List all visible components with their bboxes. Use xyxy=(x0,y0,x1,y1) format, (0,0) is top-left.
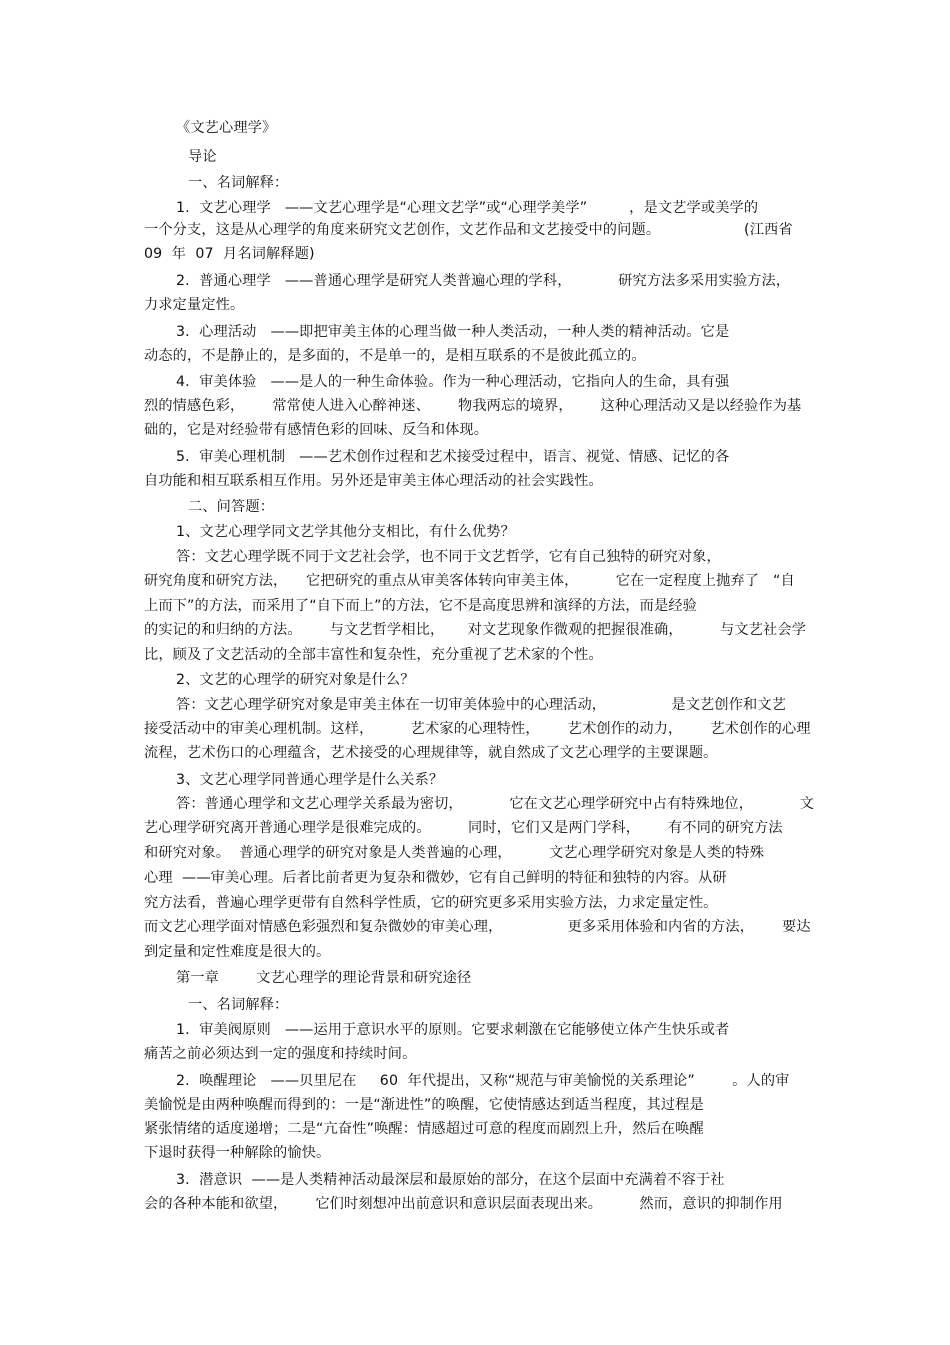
text-line: 美愉悦是由两种唤醒而得到的：一是“渐进性”的唤醒，它使情感达到适当程度，其过程是 xyxy=(144,1097,704,1113)
text-line: 1. 文艺心理学 ——文艺心理学是“心理文艺学”或“心理学美学” ，是文艺学或美学的 xyxy=(176,200,759,216)
text-line: 和研究对象。 普通心理学的研究对象是人类普遍的心理， 文艺心理学研究对象是人类的特殊 xyxy=(144,845,765,861)
text-line: 力求定量定性。 xyxy=(144,297,245,313)
text-line: 比，顾及了文艺活动的全部丰富性和复杂性，充分重视了艺术家的个性。 xyxy=(144,647,603,663)
text-line: 究方法看，普遍心理学更带有自然科学性质，它的研究更多采用实验方法，力求定量定性。 xyxy=(144,895,718,911)
text-line: 答：文艺心理学研究对象是审美主体在一切审美体验中的心理活动， 是文艺创作和文艺 xyxy=(176,697,787,713)
text-line: 2、文艺的心理学的研究对象是什么？ xyxy=(176,672,415,688)
text-line: 的实记的和归纳的方法。 与文艺哲学相比， 对文艺现象作微观的把握很准确， 与文艺社会学 xyxy=(144,622,807,638)
text-line: 一、名词解释： xyxy=(188,997,289,1013)
text-line: 3. 心理活动 ——即把审美主体的心理当做一种人类活动，一种人类的精神活动。它是 xyxy=(176,324,730,340)
text-line: 二、问答题： xyxy=(188,499,275,515)
text-line: 上而下”的方法，而采用了“自下而上”的方法，它不是高度思辨和演绎的方法，而是经验 xyxy=(144,598,697,614)
text-line: 3. 潜意识 ——是人类精神活动最深层和最原始的部分，在这个层面中充满着不容于社 xyxy=(176,1172,725,1188)
text-line: 烈的情感色彩， 常常使人进入心醉神迷、 物我两忘的境界， 这种心理活动又是以经验作为基 xyxy=(144,398,802,414)
text-line: 流程，艺术伤口的心理蕴含，艺术接受的心理规律等，就自然成了文艺心理学的主要课题。 xyxy=(144,745,718,761)
text-line: 《文艺心理学》 xyxy=(176,120,277,136)
text-line: 接受活动中的审美心理机制。这样， 艺术家的心理特性， 艺术创作的动力， 艺术创作的心理 xyxy=(144,721,811,737)
text-line: 第一章 文艺心理学的理论背景和研究途径 xyxy=(176,970,472,986)
text-line: 3、文艺心理学同普通心理学是什么关系？ xyxy=(176,772,444,788)
text-line: 自功能和相互联系相互作用。另外还是审美主体心理活动的社会实践性。 xyxy=(144,473,603,489)
text-line: 研究角度和研究方法， 它把研究的重点从审美客体转向审美主体， 它在一定程度上抛弃了 “自 xyxy=(144,573,795,589)
text-line: 心理 ——审美心理。后者比前者更为复杂和微妙，它有自己鲜明的特征和独特的内容。从研 xyxy=(144,870,727,886)
text-line: 答：文艺心理学既不同于文艺社会学，也不同于文艺哲学，它有自己独特的研究对象， xyxy=(176,549,721,565)
text-line: 5. 审美心理机制 ——艺术创作过程和艺术接受过程中，语言、视觉、情感、记忆的各 xyxy=(176,449,730,465)
text-line: 痛苦之前必须达到一定的强度和持续时间。 xyxy=(144,1046,417,1062)
text-line: 紧张情绪的适度递增；二是“亢奋性”唤醒：情感超过可意的程度而剧烈上升，然后在唤醒 xyxy=(144,1121,704,1137)
text-line: 1、文艺心理学同文艺学其他分支相比，有什么优势？ xyxy=(176,524,515,540)
text-line: 09 年 07 月名词解释题) xyxy=(144,246,315,262)
text-line: 一、名词解释： xyxy=(188,175,289,191)
text-line: 艺心理学研究离开普通心理学是很难完成的。 同时，它们又是两门学科， 有不同的研究方法 xyxy=(144,820,783,836)
text-line: 会的各种本能和欲望， 它们时刻想冲出前意识和意识层面表现出来。 然而，意识的抑制作用 xyxy=(144,1196,783,1212)
text-line: 础的，它是对经验带有感情色彩的回味、反刍和体现。 xyxy=(144,422,489,438)
text-line: 2. 普通心理学 ——普通心理学是研究人类普遍心理的学科， 研究方法多采用实验方法， xyxy=(176,273,791,289)
text-line: 而文艺心理学面对情感色彩强烈和复杂微妙的审美心理， 更多采用体验和内省的方法， 要达 xyxy=(144,919,811,935)
text-line: 导论 xyxy=(188,149,217,165)
text-line: 到定量和定性难度是很大的。 xyxy=(144,944,331,960)
text-line: 4. 审美体验 ——是人的一种生命体验。作为一种心理活动，它指向人的生命，具有强 xyxy=(176,374,730,390)
text-line: 下退时获得一种解除的愉快。 xyxy=(144,1145,331,1161)
text-line: 答：普通心理学和文艺心理学关系最为密切， 它在文艺心理学研究中占有特殊地位， 文 xyxy=(176,796,815,812)
text-line: 2. 唤醒理论 ——贝里尼在 60 年代提出，又称“规范与审美愉悦的关系理论” 。人的审 xyxy=(176,1073,790,1089)
text-line: 一个分支，这是从心理学的角度来研究文艺创作，文艺作品和文艺接受中的问题。 (江西省 xyxy=(144,222,793,238)
text-line: 1. 审美阀原则 ——运用于意识水平的原则。它要求刺激在它能够使立体产生快乐或者 xyxy=(176,1022,730,1038)
text-line: 动态的，不是静止的，是多面的，不是单一的，是相互联系的不是彼此孤立的。 xyxy=(144,348,646,364)
